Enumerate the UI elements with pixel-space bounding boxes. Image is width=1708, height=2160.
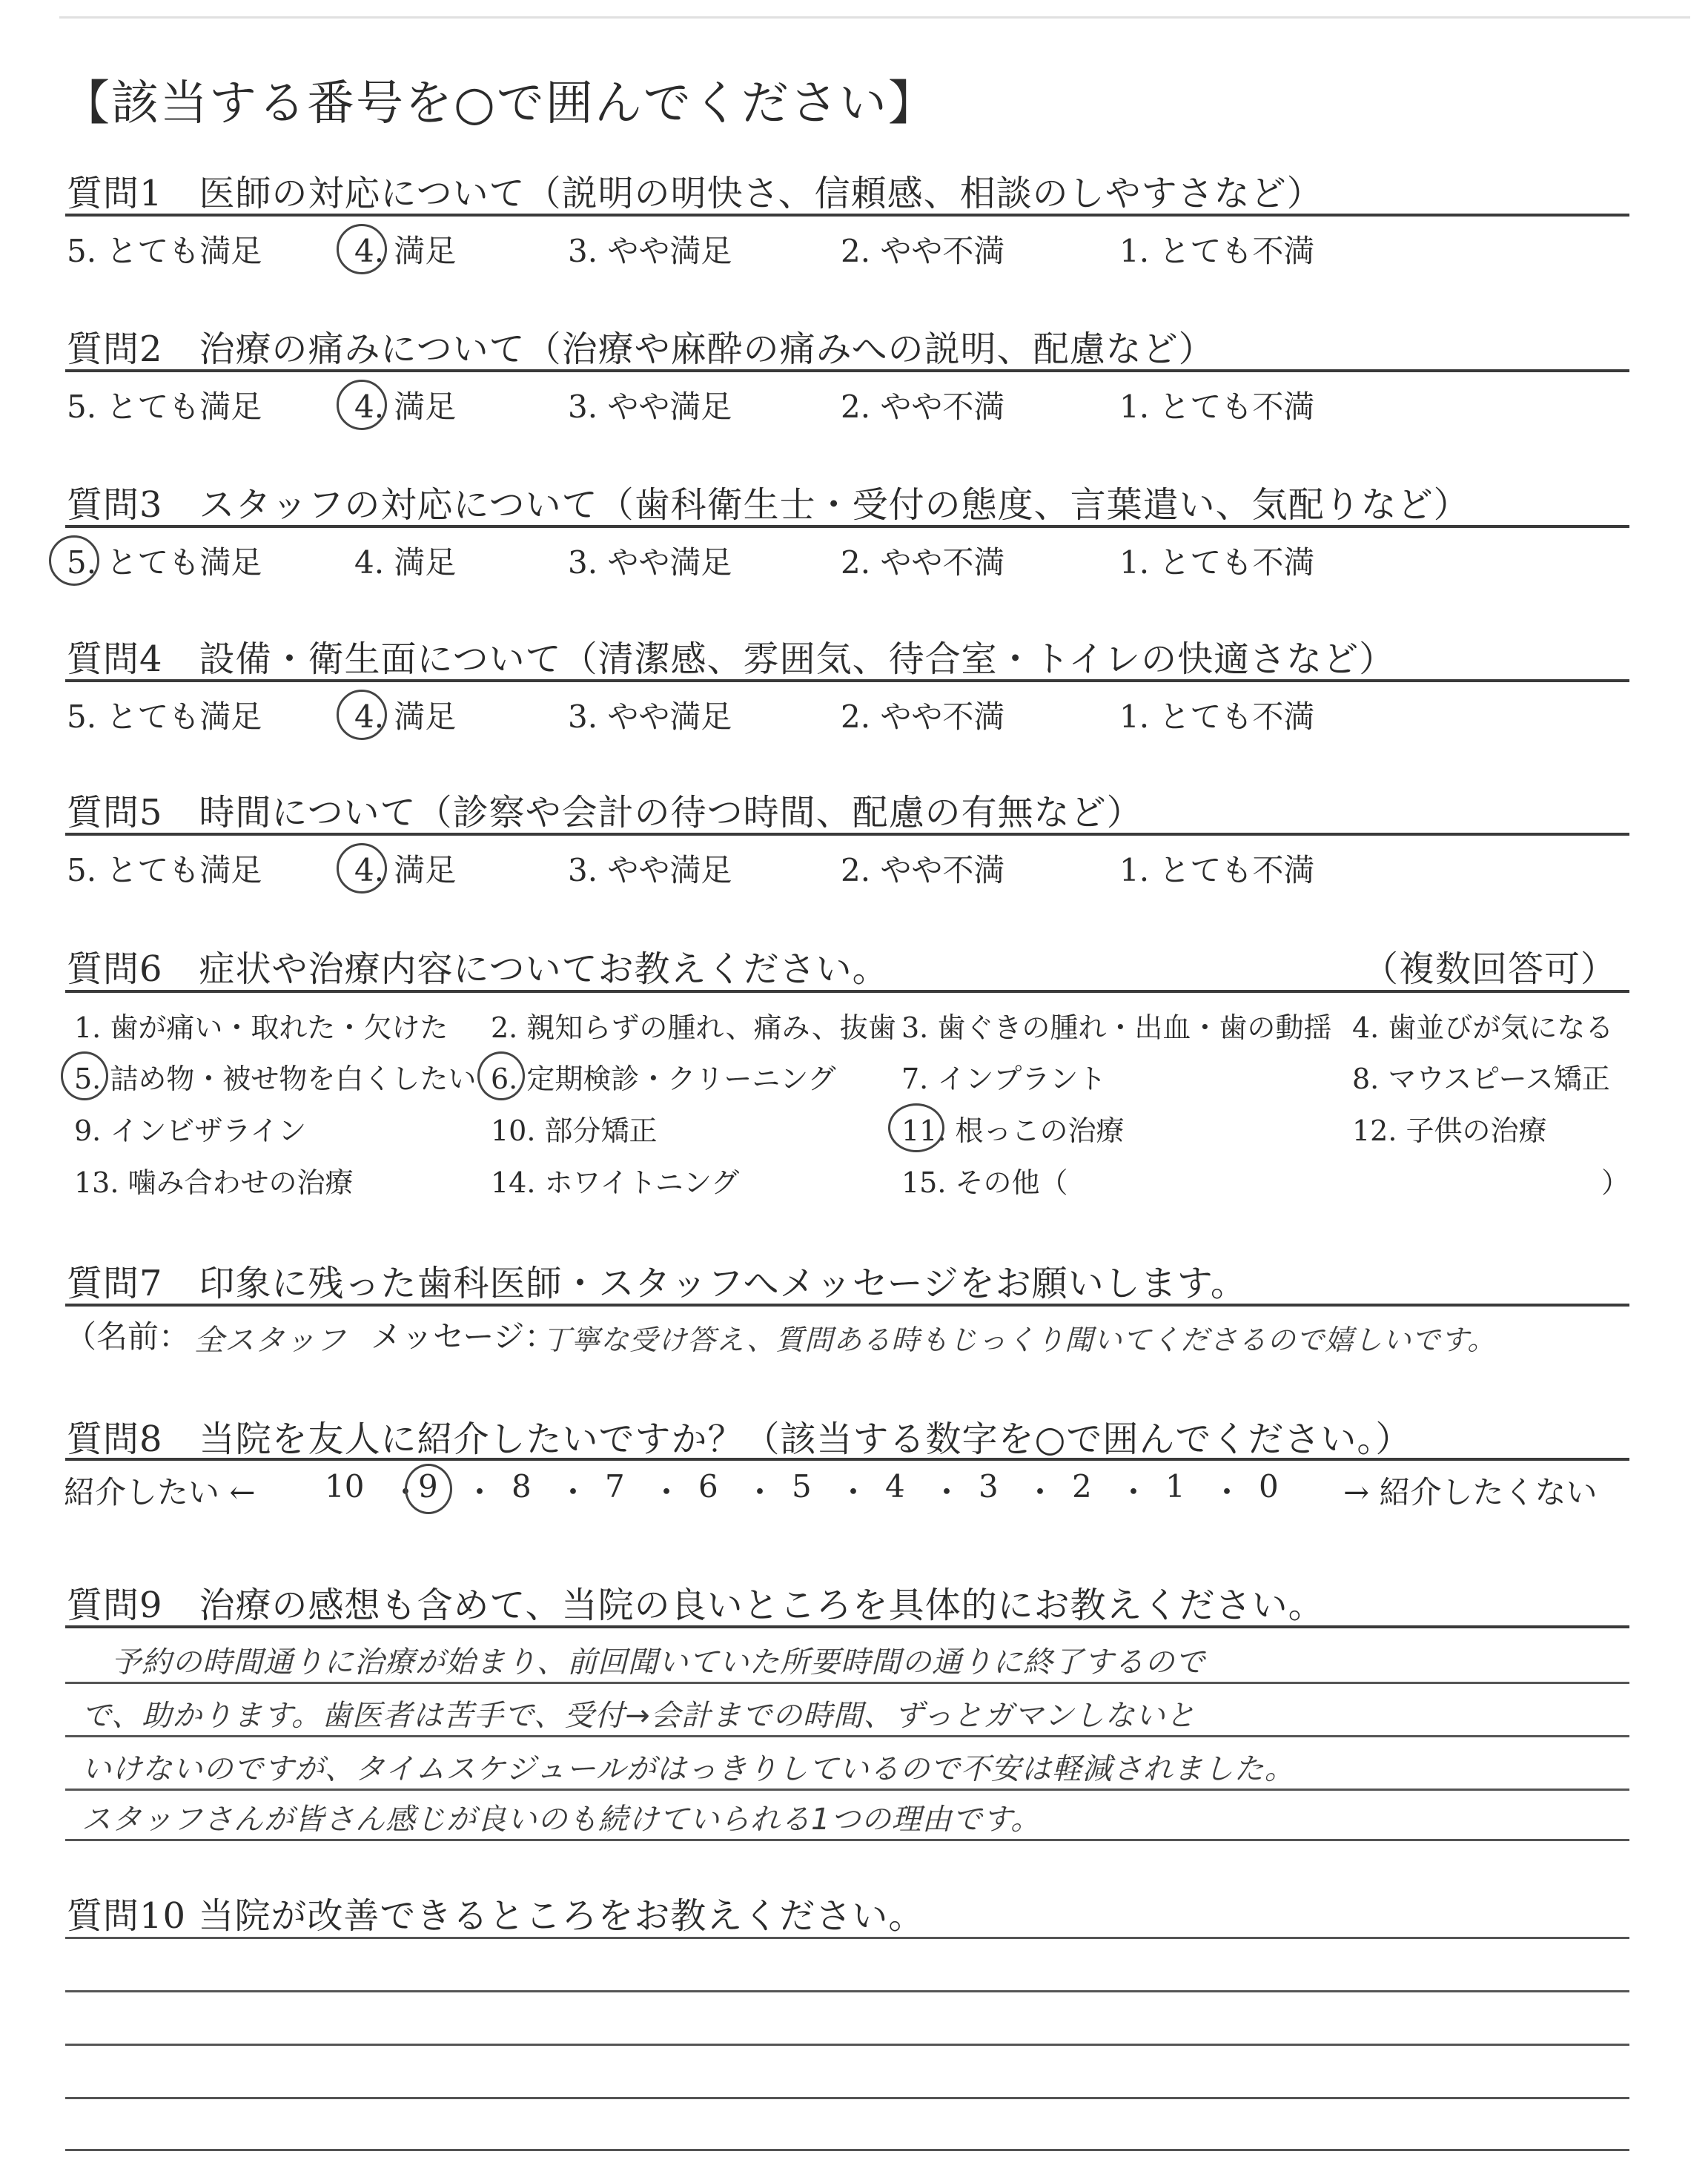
rating-option[interactable]: 1. とても不満 [1119,389,1315,425]
q8-rule [65,1458,1629,1461]
q6-note: （複数回答可） [1363,948,1618,990]
q9-answer-line[interactable]: スタッフさんが皆さん感じが良いのも続けていられる1つの理由です。 [82,1803,1042,1837]
q6-option[interactable]: 9. インビザライン [74,1114,307,1147]
q8-right-label: → 紹介したくない [1343,1474,1598,1510]
selection-circle [337,224,387,274]
q6-option[interactable]: 7. インプラント [901,1063,1107,1095]
rating-option[interactable]: 3. やや満足 [568,389,732,425]
selection-circle [49,535,99,586]
scale-separator: ・ [557,1474,589,1510]
writing-line[interactable] [65,2149,1629,2151]
q6-option[interactable]: 12. 子供の治療 [1352,1114,1547,1147]
selection-circle [405,1464,452,1514]
q10-title: 質問10 当院が改善できるところをお教えください。 [67,1895,925,1937]
top-rule [59,16,1690,19]
q9-title: 質問9 治療の感想も含めて、当院の良いところを具体的にお教えください。 [67,1585,1325,1626]
rating-option[interactable]: 4. 満足 [354,389,457,425]
rating-option[interactable]: 3. やや満足 [568,233,732,269]
rating-option[interactable]: 2. やや不満 [841,698,1005,735]
writing-line [65,1839,1629,1841]
q9-answer-line[interactable]: いけないのですが、タイムスケジュールがはっきりしているので不安は軽減されました。 [82,1752,1295,1786]
scale-number[interactable]: 5 [792,1468,812,1505]
rating-option[interactable]: 5. とても満足 [67,233,262,269]
rating-option[interactable]: 2. やや不満 [841,852,1005,888]
question-rule [65,833,1629,836]
q7-name-value[interactable]: 全スタッフ [194,1324,346,1358]
q8-left-label: 紹介したい ← [64,1474,256,1510]
scale-number[interactable]: 2 [1072,1468,1092,1505]
question-rule [65,525,1629,528]
scale-number[interactable]: 8 [512,1468,532,1505]
q6-option[interactable]: 3. 歯ぐきの腫れ・出血・歯の動揺 [901,1011,1332,1044]
q6-option[interactable]: 4. 歯並びが気になる [1352,1011,1614,1044]
writing-line [65,1735,1629,1737]
scale-separator: ・ [1025,1474,1056,1510]
rating-option[interactable]: 3. やや満足 [568,698,732,735]
scale-separator: ・ [464,1474,496,1510]
scale-separator: ・ [744,1474,776,1510]
rating-option[interactable]: 1. とても不満 [1119,544,1315,581]
rating-option[interactable]: 5. とても満足 [67,544,262,581]
q6-title: 質問6 症状や治療内容についてお教えください。 [67,948,889,990]
q7-message-value[interactable]: 丁寧な受け答え、質問ある時もじっくり聞いてくださるので嬉しいです。 [543,1324,1497,1356]
scale-number[interactable]: 0 [1259,1468,1279,1505]
rating-option[interactable]: 3. やや満足 [568,544,732,581]
scale-number[interactable]: 9 [418,1468,438,1505]
scale-separator: ・ [838,1474,870,1510]
rating-option[interactable]: 4. 満足 [354,852,457,888]
scale-number[interactable]: 7 [605,1468,625,1505]
scale-separator: ・ [651,1474,683,1510]
scale-separator: ・ [1211,1474,1243,1510]
q6-option[interactable]: 8. マウスピース矯正 [1352,1063,1610,1095]
question-title: 質問4 設備・衛生面について（清潔感、雰囲気、待合室・トイレの快適さなど） [67,638,1396,680]
rating-option[interactable]: 1. とても不満 [1119,233,1315,269]
question-rule [65,214,1629,217]
scale-number[interactable]: 6 [698,1468,718,1505]
rating-option[interactable]: 4. 満足 [354,698,457,735]
q9-answer-line[interactable]: で、助かります。歯医者は苦手で、受付→会計までの時間、ずっとガマンしないと [82,1699,1196,1733]
question-title: 質問5 時間について（診察や会計の待つ時間、配慮の有無など） [67,792,1143,833]
scale-separator: ・ [931,1474,963,1510]
scale-number[interactable]: 4 [885,1468,905,1505]
q6-option[interactable]: 5. 詰め物・被せ物を白くしたい [74,1063,477,1095]
selection-circle [477,1051,525,1100]
selection-circle [888,1103,944,1152]
q7-name-label: （名前： [65,1318,191,1355]
q7-rule [65,1304,1629,1307]
scale-separator: ・ [390,1474,422,1510]
question-title: 質問3 スタッフの対応について（歯科衛生士・受付の態度、言葉遣い、気配りなど） [67,484,1470,526]
q7-title: 質問7 印象に残った歯科医師・スタッフへメッセージをお願いします。 [67,1263,1247,1304]
q9-answer-line[interactable]: 予約の時間通りに治療が始まり、前回聞いていた所要時間の通りに終了するので [111,1645,1205,1680]
q6-rule [65,990,1629,993]
q6-option[interactable]: 14. ホワイトニング [491,1166,740,1199]
question-rule [65,679,1629,682]
scale-number[interactable]: 10 [325,1468,365,1505]
scale-number[interactable]: 3 [979,1468,999,1505]
question-title: 質問1 医師の対応について（説明の明快さ、信頼感、相談のしやすさなど） [67,173,1323,214]
q6-option[interactable]: 6. 定期検診・クリーニング [491,1063,836,1095]
q6-option[interactable]: 2. 親知らずの腫れ、痛み、抜歯 [491,1011,896,1044]
q7-message-label: メッセージ： [371,1318,556,1355]
q8-title: 質問8 当院を友人に紹介したいですか？（該当する数字を○で囲んでください。） [67,1418,1412,1460]
rating-option[interactable]: 1. とても不満 [1119,852,1315,888]
selection-circle [337,690,387,740]
writing-line[interactable] [65,2044,1629,2046]
writing-line[interactable] [65,1990,1629,1992]
rating-option[interactable]: 2. やや不満 [841,233,1005,269]
rating-option[interactable]: 2. やや不満 [841,544,1005,581]
q6-option[interactable]: 1. 歯が痛い・取れた・欠けた [74,1011,448,1044]
rating-option[interactable]: 5. とても満足 [67,389,262,425]
scale-number[interactable]: 1 [1165,1468,1185,1505]
rating-option[interactable]: 4. 満足 [354,233,457,269]
writing-line[interactable] [65,2097,1629,2099]
q6-option[interactable]: 15. その他（ [901,1166,1068,1199]
writing-line [65,1789,1629,1791]
rating-option[interactable]: 4. 満足 [354,544,457,581]
rating-option[interactable]: 5. とても満足 [67,852,262,888]
writing-line[interactable] [65,1937,1629,1939]
question-rule [65,369,1629,372]
q6-option[interactable]: ） [1601,1166,1630,1199]
rating-option[interactable]: 2. やや不満 [841,389,1005,425]
q9-rule [65,1625,1629,1628]
q6-option[interactable]: 13. 噛み合わせの治療 [74,1166,354,1199]
rating-option[interactable]: 3. やや満足 [568,852,732,888]
selection-circle [61,1051,108,1100]
rating-option[interactable]: 1. とても不満 [1119,698,1315,735]
page-header: 【該当する番号を○で囲んでください】 [62,76,937,131]
q6-option[interactable]: 10. 部分矯正 [491,1114,658,1147]
scale-separator: ・ [1118,1474,1150,1510]
question-title: 質問2 治療の痛みについて（治療や麻酔の痛みへの説明、配慮など） [67,328,1215,370]
q6-option[interactable]: 11. 根っこの治療 [901,1114,1125,1147]
writing-line [65,1682,1629,1684]
selection-circle [337,380,387,430]
selection-circle [337,843,387,894]
rating-option[interactable]: 5. とても満足 [67,698,262,735]
